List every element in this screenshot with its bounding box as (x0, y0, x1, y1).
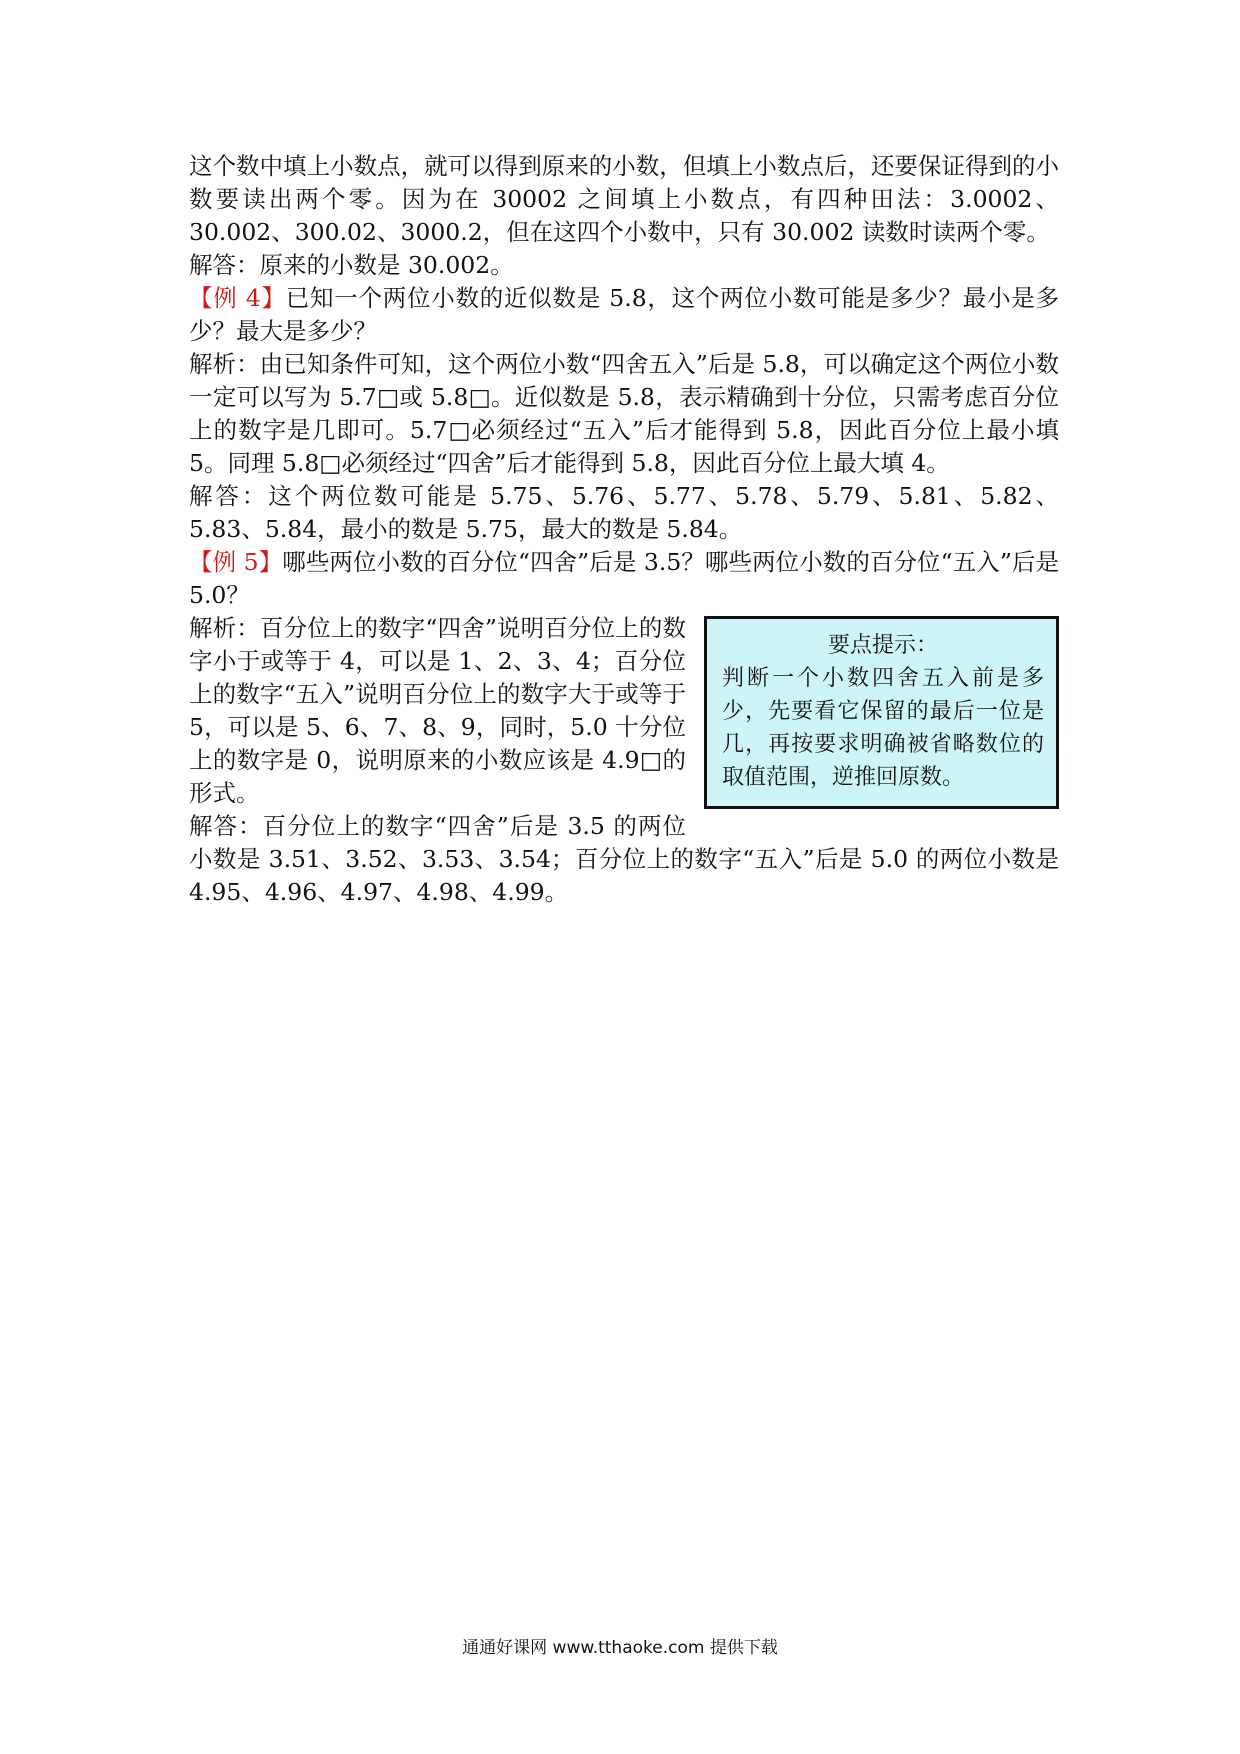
tip-body: 判断一个小数四舍五入前是多少，先要看它保留的最后一位是几，再按要求明确被省略数位的取值范围，逆推回原数。 (722, 666, 1044, 790)
example-5-label: 【例 5】 (189, 548, 283, 576)
answer-example-3: 解答：原来的小数是 30.002。 (189, 251, 514, 279)
example-4-question-text: 已知一个两位小数的近似数是 5.8，这个两位小数可能是多少？最小是多少？最大是多少？ (189, 284, 1060, 345)
tip-box (704, 616, 1059, 809)
paragraph-explanation: 这个数中填上小数点，就可以得到原来的小数，但填上小数点后，还要保证得到的小数要读出两个零。因为在 30002 之间填上小数点，有四种田法：3.0002、30.002、300.02、3000.2，但在这四个小数中，只有 30.002 读数时读两个零。 (189, 152, 1059, 246)
example-5-question (189, 546, 1059, 612)
example-5-analysis: 解析：百分位上的数字“四舍”说明百分位上的数字小于或等于 4，可以是 1、2、3、4；百分位上的数字“五入”说明百分位上的数字大于或等于 5，可以是 5、6、7、8、9，同时，5.0 十分位上的数字是 0，说明原来的小数应该是 4.9□的形式。 (189, 614, 686, 807)
example-4-analysis: 解析：由已知条件可知，这个两位小数“四舍五入”后是 5.8，可以确定这个两位小数一定可以写为 5.7□或 5.8□。近似数是 5.8，表示精确到十分位，只需考虑百分位上的数字是几即可。5.7□必须经过“五入”后才能得到 5.8，因此百分位上最小填 5。同理 5.8□必须经过“四舍”后才能得到 5.8，因此百分位上最大填 4。 (189, 350, 1059, 477)
example-4-answer: 解答：这个两位数可能是 5.75、5.76、5.77、5.78、5.79、5.81、5.82、5.83、5.84，最小的数是 5.75，最大的数是 5.84。 (189, 482, 1059, 543)
example-4-question (189, 282, 1059, 348)
example-5-answer: 解答：百分位上的数字“四舍”后是 3.5 的两位小数是 3.51、3.52、3.53、3.54；百分位上的数字“五入”后是 5.0 的两位小数是 4.95、4.96、4.97、4.98、4.99。 (189, 812, 1059, 906)
document-body (189, 150, 1059, 909)
page-footer: 通通好课网 www.tthaoke.com 提供下载 (462, 1638, 778, 1658)
example-4-label: 【例 4】 (189, 284, 286, 312)
example-5-question-text: 哪些两位小数的百分位“四舍”后是 3.5？哪些两位小数的百分位“五入”后是 5.0？ (189, 548, 1059, 609)
tip-title: 要点提示： (827, 633, 938, 658)
